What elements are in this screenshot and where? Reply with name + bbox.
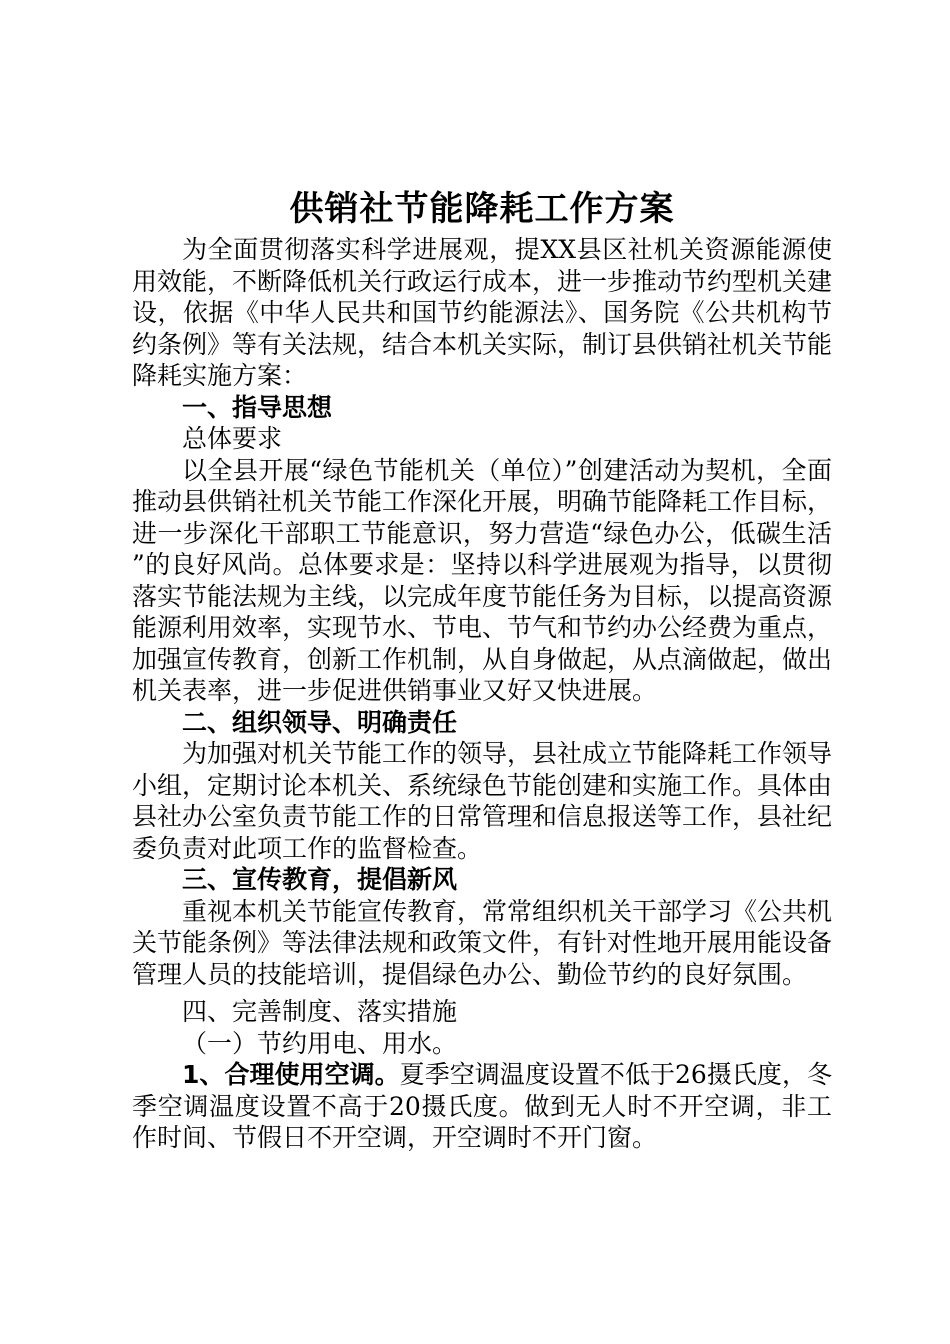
publicity-paragraph: 重视本机关节能宣传教育，常常组织机关干部学习《公共机关节能条例》等法律法规和政策文件，有针对性地开展用能设备管理人员的技能培训，提倡绿色办公、勤俭节约的良好氛围。 — [132, 896, 833, 989]
document-body — [132, 188, 832, 1154]
item-air-conditioning-body: 夏季空调温度设置不低于26摄氏度，冬季空调温度设置不高于20摄氏度。做到无人时不开空调，非工作时间、节假日不开空调，开空调时不开门窗。 — [132, 1060, 832, 1152]
document-title: 供销社节能降耗工作方案 — [289, 189, 675, 229]
organization-paragraph: 为加强对机关节能工作的领导，县社成立节能降耗工作领导小组，定期讨论本机关、系统绿色节能创建和实施工作。具体由县社办公室负责节能工作的日常管理和信息报送等工作，县社纪委负责对此项工作的监督检查。 — [132, 739, 833, 863]
item-air-conditioning-label: 1、合理使用空调。 — [182, 1060, 400, 1089]
section-heading-measures: 四、完善制度、落实措施 — [182, 997, 458, 1026]
section-heading-organization: 二、组织领导、明确责任 — [182, 707, 458, 737]
section-heading-guiding-ideology: 一、指导思想 — [182, 392, 333, 422]
subheading-save-electricity-water: （一）节约用电、用水。 — [182, 1028, 458, 1058]
item-air-conditioning-paragraph — [132, 1059, 832, 1154]
guiding-ideology-paragraph: 以全县开展“绿色节能机关（单位）”创建活动为契机，全面推动县供销社机关节能工作深化开展，明确节能降耗工作目标，进一步深化干部职工节能意识，努力营造“绿色办公，低碳生活”的良好风尚。总体要求是：坚持以科学进展观为指导，以贯彻落实节能法规为主线，以完成年度节能任务为目标，以提高资源能源利用效率，实现节水、节电、节气和节约办公经费为重点，加强宣传教育，创新工作机制，从自身做起，从点滴做起，做出机关表率，进一步促进供销事业又好又快进展。 — [132, 455, 833, 705]
intro-paragraph: 为全面贯彻落实科学进展观，提XX县区社机关资源能源使用效能，不断降低机关行政运行成本，进一步推动节约型机关建设，依据《中华人民共和国节约能源法》、国务院《公共机构节约条例》等有关法规，结合本机关实际，制订县供销社机关节能降耗实施方案： — [132, 235, 833, 390]
subheading-overall-requirements: 总体要求 — [182, 424, 283, 453]
section-heading-publicity: 三、宣传教育，提倡新风 — [182, 865, 458, 894]
